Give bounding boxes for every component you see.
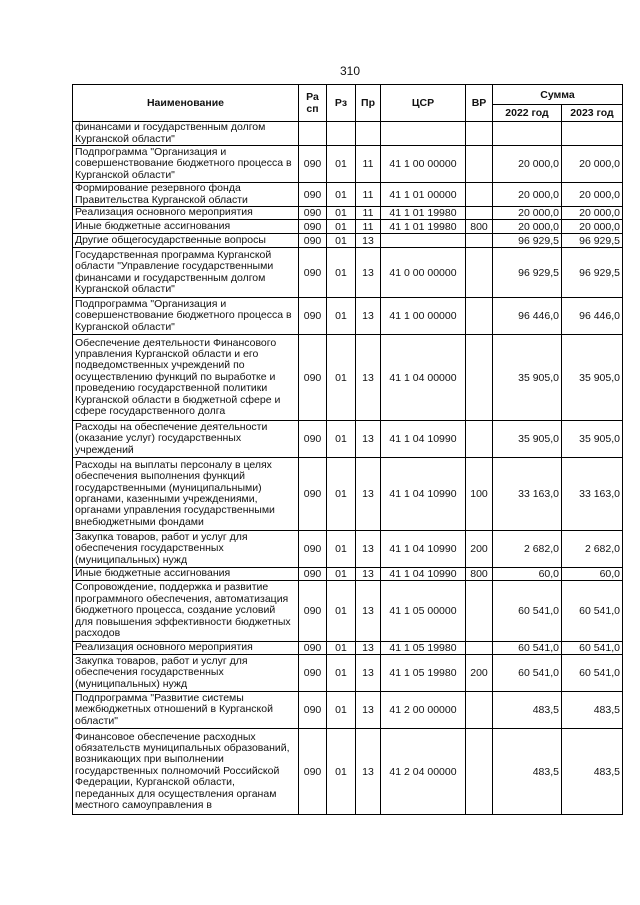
row-vr	[466, 581, 493, 642]
row-pr: 13	[356, 655, 381, 692]
header-rasp: Ра сп	[299, 85, 327, 122]
row-pr: 13	[356, 335, 381, 421]
row-sum-2022: 483,5	[493, 729, 562, 815]
row-csr	[381, 122, 466, 146]
row-rasp: 090	[299, 146, 327, 183]
table-row	[73, 122, 623, 146]
row-csr: 41 1 01 19980	[381, 207, 466, 220]
row-name: Подпрограмма "Организация и совершенствование бюджетного процесса в Курганской области"	[73, 146, 299, 183]
row-sum-2023: 96 446,0	[562, 298, 623, 335]
row-pr: 13	[356, 581, 381, 642]
row-rasp: 090	[299, 220, 327, 234]
row-name: Обеспечение деятельности Финансового управления Курганской области и его подведомственных учреждений по осуществлению функций по выработке и проведению государственной политики Курганской области в бюджетной сфере и сфере государственного долга	[73, 335, 299, 421]
row-sum-2023: 483,5	[562, 692, 623, 729]
row-pr: 13	[356, 248, 381, 298]
row-rz: 01	[327, 220, 356, 234]
row-sum-2022: 60,0	[493, 568, 562, 581]
row-rasp: 090	[299, 207, 327, 220]
row-sum-2023: 60 541,0	[562, 642, 623, 655]
row-vr: 200	[466, 531, 493, 568]
row-sum-2022: 35 905,0	[493, 421, 562, 458]
table-row	[73, 531, 623, 568]
row-csr: 41 1 01 00000	[381, 183, 466, 207]
row-csr: 41 1 04 00000	[381, 335, 466, 421]
row-pr: 13	[356, 642, 381, 655]
row-vr	[466, 248, 493, 298]
table-row	[73, 692, 623, 729]
row-sum-2022: 96 929,5	[493, 248, 562, 298]
row-sum-2022	[493, 122, 562, 146]
row-csr: 41 1 01 19980	[381, 220, 466, 234]
row-sum-2023	[562, 122, 623, 146]
row-name: Закупка товаров, работ и услуг для обеспечения государственных (муниципальных) нужд	[73, 655, 299, 692]
row-rz: 01	[327, 207, 356, 220]
row-rz: 01	[327, 581, 356, 642]
row-name: финансами и государственным долгом Курганской области"	[73, 122, 299, 146]
table-row	[73, 183, 623, 207]
row-sum-2023: 60 541,0	[562, 655, 623, 692]
row-csr: 41 1 05 19980	[381, 655, 466, 692]
row-rz: 01	[327, 421, 356, 458]
table-row	[73, 421, 623, 458]
table-row	[73, 458, 623, 531]
row-name: Подпрограмма "Развитие системы межбюджетных отношений в Курганской области"	[73, 692, 299, 729]
row-pr	[356, 122, 381, 146]
row-pr: 13	[356, 298, 381, 335]
header-rz: Рз	[327, 85, 356, 122]
row-pr: 13	[356, 421, 381, 458]
row-rasp: 090	[299, 642, 327, 655]
row-csr: 41 1 04 10990	[381, 531, 466, 568]
row-sum-2023: 2 682,0	[562, 531, 623, 568]
row-sum-2022: 20 000,0	[493, 183, 562, 207]
row-csr: 41 0 00 00000	[381, 248, 466, 298]
row-sum-2022: 96 929,5	[493, 234, 562, 248]
row-rz: 01	[327, 531, 356, 568]
table-row	[73, 581, 623, 642]
table-row	[73, 220, 623, 234]
row-name: Реализация основного мероприятия	[73, 207, 299, 220]
row-sum-2022: 35 905,0	[493, 335, 562, 421]
row-rz: 01	[327, 248, 356, 298]
row-rasp: 090	[299, 234, 327, 248]
row-vr	[466, 335, 493, 421]
row-sum-2022: 20 000,0	[493, 220, 562, 234]
row-sum-2022: 483,5	[493, 692, 562, 729]
row-name: Иные бюджетные ассигнования	[73, 220, 299, 234]
row-pr: 11	[356, 183, 381, 207]
row-vr	[466, 298, 493, 335]
row-rz: 01	[327, 183, 356, 207]
row-rasp: 090	[299, 581, 327, 642]
header-2022: 2022 год	[493, 105, 562, 122]
row-pr: 13	[356, 692, 381, 729]
row-csr: 41 1 00 00000	[381, 146, 466, 183]
row-rasp: 090	[299, 531, 327, 568]
row-sum-2022: 33 163,0	[493, 458, 562, 531]
row-csr: 41 1 04 10990	[381, 568, 466, 581]
header-sum: Сумма	[493, 85, 623, 105]
row-sum-2023: 20 000,0	[562, 207, 623, 220]
row-pr: 11	[356, 207, 381, 220]
row-name: Реализация основного мероприятия	[73, 642, 299, 655]
row-rasp: 090	[299, 655, 327, 692]
row-vr: 100	[466, 458, 493, 531]
row-pr: 13	[356, 531, 381, 568]
row-rz: 01	[327, 335, 356, 421]
table-row	[73, 298, 623, 335]
row-rasp: 090	[299, 729, 327, 815]
row-sum-2023: 35 905,0	[562, 421, 623, 458]
row-pr: 13	[356, 729, 381, 815]
row-rasp: 090	[299, 248, 327, 298]
row-rz: 01	[327, 146, 356, 183]
row-vr	[466, 729, 493, 815]
row-name: Расходы на обеспечение деятельности (оказание услуг) государственных учреждений	[73, 421, 299, 458]
row-rz: 01	[327, 568, 356, 581]
row-rasp: 090	[299, 183, 327, 207]
row-rz: 01	[327, 234, 356, 248]
table-row	[73, 655, 623, 692]
page-number: 310	[339, 64, 361, 78]
row-sum-2023: 60 541,0	[562, 581, 623, 642]
row-name: Формирование резервного фонда Правительства Курганской области	[73, 183, 299, 207]
row-rasp: 090	[299, 458, 327, 531]
row-pr: 11	[356, 146, 381, 183]
row-rz: 01	[327, 655, 356, 692]
row-vr	[466, 642, 493, 655]
row-csr: 41 1 04 10990	[381, 421, 466, 458]
row-sum-2023: 96 929,5	[562, 248, 623, 298]
row-vr	[466, 234, 493, 248]
header-2023: 2023 год	[562, 105, 623, 122]
row-sum-2023: 35 905,0	[562, 335, 623, 421]
row-sum-2022: 20 000,0	[493, 146, 562, 183]
row-sum-2023: 96 929,5	[562, 234, 623, 248]
row-pr: 13	[356, 234, 381, 248]
row-vr	[466, 146, 493, 183]
table-row	[73, 568, 623, 581]
row-rasp: 090	[299, 421, 327, 458]
row-sum-2022: 60 541,0	[493, 581, 562, 642]
row-csr: 41 1 04 10990	[381, 458, 466, 531]
row-vr: 200	[466, 655, 493, 692]
row-vr	[466, 421, 493, 458]
row-rz: 01	[327, 692, 356, 729]
row-name: Подпрограмма "Организация и совершенствование бюджетного процесса в Курганской области"	[73, 298, 299, 335]
table-row	[73, 207, 623, 220]
row-name: Финансовое обеспечение расходных обязательств муниципальных образований, возникающих при выполнении государственных полномочий Российской Федерации, Курганской области, переданных для осуществления органам местного самоуправления в	[73, 729, 299, 815]
header-name: Наименование	[73, 85, 299, 122]
row-pr: 13	[356, 458, 381, 531]
table-row	[73, 146, 623, 183]
row-rasp: 090	[299, 568, 327, 581]
row-name: Другие общегосударственные вопросы	[73, 234, 299, 248]
table-row	[73, 234, 623, 248]
header-pr: Пр	[356, 85, 381, 122]
row-pr: 11	[356, 220, 381, 234]
row-sum-2023: 20 000,0	[562, 220, 623, 234]
row-vr: 800	[466, 220, 493, 234]
row-csr: 41 1 05 00000	[381, 581, 466, 642]
budget-table	[72, 84, 623, 815]
table-row	[73, 248, 623, 298]
row-csr: 41 2 00 00000	[381, 692, 466, 729]
row-csr: 41 2 04 00000	[381, 729, 466, 815]
row-pr: 13	[356, 568, 381, 581]
row-sum-2023: 60,0	[562, 568, 623, 581]
row-sum-2023: 483,5	[562, 729, 623, 815]
table-row	[73, 642, 623, 655]
row-csr: 41 1 00 00000	[381, 298, 466, 335]
row-csr: 41 1 05 19980	[381, 642, 466, 655]
table-row	[73, 729, 623, 815]
row-name: Иные бюджетные ассигнования	[73, 568, 299, 581]
row-rz: 01	[327, 642, 356, 655]
row-sum-2023: 20 000,0	[562, 146, 623, 183]
row-name: Государственная программа Курганской области "Управление государственными финансами и государственным долгом Курганской области"	[73, 248, 299, 298]
row-rz	[327, 122, 356, 146]
row-sum-2022: 60 541,0	[493, 642, 562, 655]
row-csr	[381, 234, 466, 248]
row-rasp: 090	[299, 692, 327, 729]
row-rasp: 090	[299, 298, 327, 335]
row-vr: 800	[466, 568, 493, 581]
header-csr: ЦСР	[381, 85, 466, 122]
row-sum-2022: 2 682,0	[493, 531, 562, 568]
row-name: Расходы на выплаты персоналу в целях обеспечения выполнения функций государственными (муниципальными) органами, казенными учреждениями, органами управления государственными внебюджетными фондами	[73, 458, 299, 531]
header-vr: ВР	[466, 85, 493, 122]
row-vr	[466, 122, 493, 146]
row-name: Закупка товаров, работ и услуг для обеспечения государственных (муниципальных) нужд	[73, 531, 299, 568]
row-sum-2023: 33 163,0	[562, 458, 623, 531]
row-rasp: 090	[299, 335, 327, 421]
row-sum-2022: 96 446,0	[493, 298, 562, 335]
row-rasp	[299, 122, 327, 146]
row-sum-2022: 20 000,0	[493, 207, 562, 220]
row-name: Сопровождение, поддержка и развитие программного обеспечения, автоматизация бюджетного процесса, создание условий для повышения эффективности бюджетных расходов	[73, 581, 299, 642]
row-rz: 01	[327, 458, 356, 531]
row-rz: 01	[327, 729, 356, 815]
row-vr	[466, 692, 493, 729]
table-row	[73, 335, 623, 421]
row-sum-2023: 20 000,0	[562, 183, 623, 207]
table-body	[73, 122, 623, 815]
row-rz: 01	[327, 298, 356, 335]
row-vr	[466, 183, 493, 207]
row-sum-2022: 60 541,0	[493, 655, 562, 692]
row-vr	[466, 207, 493, 220]
